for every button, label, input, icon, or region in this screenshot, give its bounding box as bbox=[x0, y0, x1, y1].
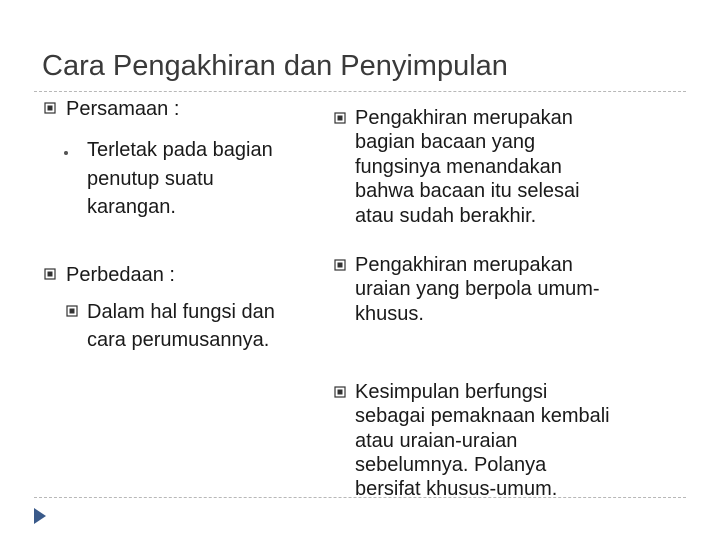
persamaan-line-2: penutup suatu bbox=[87, 168, 214, 190]
right-item3-line-2: sebagai pemaknaan kembali bbox=[355, 405, 610, 427]
title-divider bbox=[34, 91, 686, 92]
slide-title: Cara Pengakhiran dan Penyimpulan bbox=[42, 50, 508, 82]
right-item1-line-3: fungsinya menandakan bbox=[355, 156, 562, 178]
square-bullet-icon bbox=[44, 102, 56, 114]
nav-arrow-icon[interactable] bbox=[30, 506, 50, 526]
right-item2-line-2: uraian yang berpola umum- bbox=[355, 278, 600, 300]
right-item2-line-3: khusus. bbox=[355, 303, 424, 325]
square-bullet-icon bbox=[334, 386, 346, 398]
persamaan-label: Persamaan : bbox=[66, 98, 180, 120]
right-item3-line-4: sebelumnya. Polanya bbox=[355, 454, 547, 476]
right-item1-line-4: bahwa bacaan itu selesai bbox=[355, 180, 580, 202]
right-item3-line-5: bersifat khusus-umum. bbox=[355, 478, 558, 500]
right-item1-line-1: Pengakhiran merupakan bbox=[355, 107, 573, 129]
footer-divider bbox=[34, 497, 686, 498]
right-item3-line-1: Kesimpulan berfungsi bbox=[355, 381, 548, 403]
perbedaan-line-2: cara perumusannya. bbox=[87, 329, 270, 351]
perbedaan-line-1: Dalam hal fungsi dan bbox=[87, 301, 275, 323]
right-item2-line-1: Pengakhiran merupakan bbox=[355, 254, 573, 276]
right-item3-line-3: atau uraian-uraian bbox=[355, 430, 518, 452]
right-item1-line-2: bagian bacaan yang bbox=[355, 131, 536, 153]
square-bullet-icon bbox=[334, 259, 346, 271]
persamaan-line-3: karangan. bbox=[87, 196, 176, 218]
square-bullet-icon bbox=[44, 268, 56, 280]
round-bullet-icon bbox=[64, 151, 68, 155]
persamaan-line-1: Terletak pada bagian bbox=[87, 139, 273, 161]
square-bullet-icon bbox=[334, 112, 346, 124]
square-bullet-icon bbox=[66, 305, 78, 317]
perbedaan-label: Perbedaan : bbox=[66, 264, 175, 286]
right-item1-line-5: atau sudah berakhir. bbox=[355, 205, 537, 227]
